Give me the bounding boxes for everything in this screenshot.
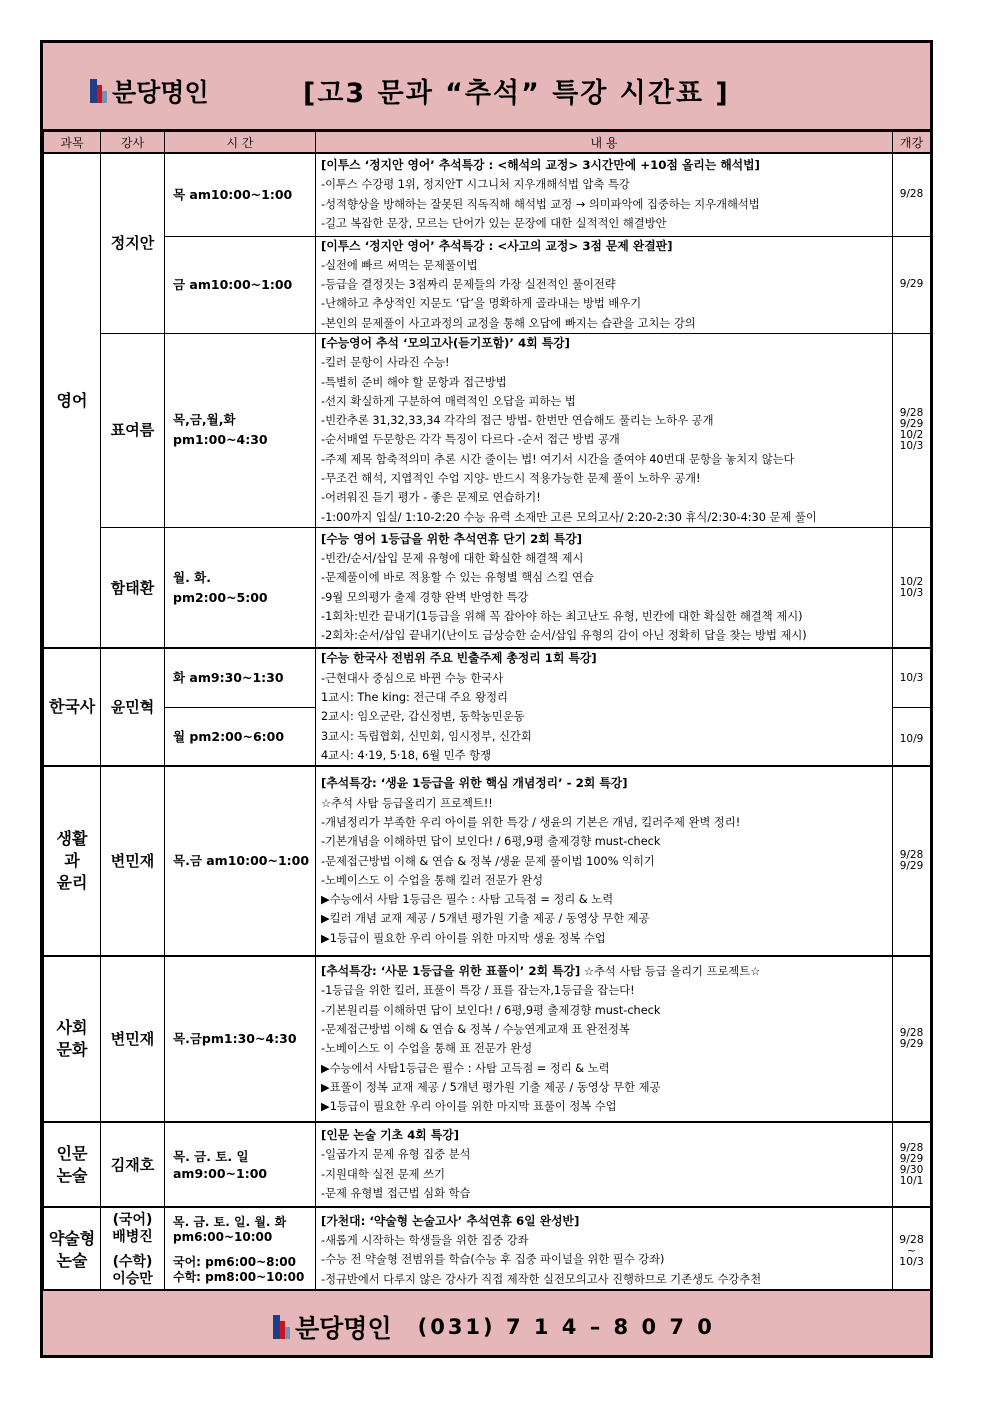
- course-line: ▶수능에서 사탐 1등급은 필수 : 사탐 고득점 = 정리 & 노력: [321, 893, 614, 907]
- course-title: [인문 논술 기초 4회 특강]: [321, 1128, 459, 1143]
- date-value: 9/28: [899, 849, 924, 862]
- time-yoon-1: 화 am9:30~1:30: [165, 648, 316, 707]
- footer-banner: [43, 1289, 930, 1355]
- date-value: 9/28: [899, 1027, 924, 1040]
- date-value: 10/3: [899, 440, 924, 453]
- date-essay: [893, 1122, 931, 1207]
- teacher-aptitude: [101, 1207, 165, 1293]
- course-title: [이투스 ‘정지안 영어’ 추석특강 : <해석의 교정> 3시간만에 +10점 올리는 해석법]: [321, 158, 760, 173]
- course-line: -빈칸추론 31,32,33,34 각각의 접근 방법- 한번만 연습해도 풀리는 노하우 공개: [321, 414, 714, 428]
- teacher-name: 이승만: [112, 1271, 153, 1288]
- date-value: 9/28: [899, 407, 924, 420]
- course-line: -문제접근방법 이해 & 연습 & 정복 / 수능연계교재 표 완전정복: [321, 1022, 630, 1036]
- course-line: -1:00까지 입실/ 1:10-2:20 수능 유력 소재만 고른 모의고사/ 2:20-2:30 휴식/2:30-4:30 문제 풀이: [321, 510, 817, 524]
- date-society: [893, 956, 931, 1122]
- teacher-jung: 정지안: [101, 153, 165, 333]
- course-line: 4교시: 4·19, 5·18, 6월 민주 항쟁: [321, 748, 492, 762]
- date-ham: [893, 527, 931, 648]
- subject-aptitude: [44, 1207, 101, 1293]
- date-jung-2: 9/29: [893, 236, 931, 333]
- content-jung-2: [316, 236, 893, 333]
- course-line: ▶킬러 개념 교재 제공 / 5개년 평가원 기출 제공 / 동영상 무한 제공: [321, 912, 650, 926]
- course-title-tail: ☆추석 사탐 등급 올리기 프로젝트☆: [580, 965, 761, 979]
- date-value: 9/29: [899, 1152, 924, 1165]
- page-title: [고3 문과 “추석” 특강 시간표 ]: [303, 78, 730, 109]
- course-line: -문제풀이에 바로 적용할 수 있는 유형별 핵심 스킬 연습: [321, 571, 594, 585]
- brand-logo-icon: [273, 1315, 291, 1339]
- course-line: -노베이스도 이 수업을 통해 킬러 전문가 완성: [321, 873, 544, 887]
- course-line: -2회차:순서/삽입 끝내기(난이도 급상승한 순서/삽입 유형의 감이 아닌 정확히 답을 찾는 방법 제시): [321, 629, 807, 643]
- col-start-date: 개강: [893, 132, 931, 154]
- time-pyo-hours: pm1:00~4:30: [173, 432, 268, 448]
- brand-name: 분당명인: [112, 78, 209, 107]
- course-line: -실전에 빠르 써먹는 문제풀이법: [321, 258, 478, 272]
- course-line: -9월 모의평가 출제 경향 완벽 반영한 특강: [321, 590, 529, 604]
- course-line: -1등급을 위한 킬러, 표풀이 특강 / 표를 잡는자,1등급을 잡는다!: [321, 984, 635, 998]
- table-header-row: [44, 132, 931, 154]
- subject-ethics: [44, 766, 101, 956]
- content-ethics: [316, 766, 893, 956]
- course-line: -난해하고 추상적인 지문도 ‘답’을 명확하게 골라내는 방법 배우기: [321, 297, 642, 311]
- course-title: [가천대: ‘약술형 논술고사’ 추석연휴 6일 완성반]: [321, 1213, 580, 1228]
- time-aptitude-korean: 국어: pm6:00~8:00: [173, 1255, 297, 1270]
- teacher-ham: 함태환: [101, 527, 165, 648]
- subject-line: 과: [64, 851, 80, 871]
- teacher-byun-society: 변민재: [101, 956, 165, 1122]
- date-value: 9/29: [899, 860, 924, 873]
- col-content: 내 용: [316, 132, 893, 154]
- teacher-subject: (수학): [112, 1254, 153, 1271]
- date-value: 9/28: [899, 1141, 924, 1154]
- subject-society: [44, 956, 101, 1122]
- course-line: -문제접근방법 이해 & 연습 & 정복 /생윤 문제 풀이법 100% 익히기: [321, 854, 655, 868]
- content-jung-1: [316, 153, 893, 236]
- time-ham-days: 월. 화.: [173, 569, 211, 585]
- course-line: -본인의 문제풀이 사고과정의 교정을 통해 오답에 빠지는 습관을 고치는 강의: [321, 316, 696, 330]
- teacher-name: 배병진: [112, 1229, 153, 1246]
- course-line: ▶표풀이 정복 교재 제공 / 5개년 평가원 기출 제공 / 동영상 무한 제공: [321, 1080, 661, 1094]
- course-line: -등급을 결정짓는 3점짜리 문제들의 가장 실전적인 풀이전략: [321, 278, 616, 292]
- course-line: -무조건 해석, 지엽적인 수업 지양- 반드시 적용가능한 문제 풀이 노하우 공개!: [321, 472, 701, 486]
- table-row: [44, 153, 931, 236]
- teacher-kim: 김재호: [101, 1122, 165, 1207]
- course-line: ▶1등급이 필요한 우리 아이를 위한 마지막 생윤 정복 수업: [321, 931, 606, 945]
- teacher-byun-ethics: 변민재: [101, 766, 165, 956]
- col-subject: 과목: [44, 132, 101, 154]
- date-value: 10/1: [899, 1174, 924, 1187]
- course-line: -순서배열 두문항은 각각 특징이 다르다 -순서 접근 방법 공개: [321, 433, 620, 447]
- table-row: [44, 1207, 931, 1293]
- time-aptitude-days: 목. 금. 토. 일. 월. 화: [173, 1215, 287, 1230]
- course-title: [이투스 ‘정지안 영어’ 추석특강 : <사고의 교정> 3점 문제 완결판]: [321, 238, 673, 253]
- course-line: -특별히 준비 해야 할 문항과 접근방법: [321, 375, 507, 389]
- course-line: -문제 유형별 접근법 심화 학습: [321, 1187, 471, 1201]
- course-line: -정규반에서 다루지 않은 강사가 직접 제작한 실전모의고사 진행하므로 기존생도 수강추천: [321, 1272, 762, 1286]
- time-pyo-days: 목,금,월,화: [173, 412, 236, 428]
- course-title: [추석특강: ‘사문 1등급을 위한 표풀이’ 2회 특강]: [321, 964, 581, 979]
- date-value: ~: [906, 1243, 917, 1257]
- time-aptitude-hours: pm6:00~10:00: [173, 1230, 273, 1245]
- table-row: [44, 333, 931, 527]
- table-row: [44, 956, 931, 1122]
- time-essay: [165, 1122, 316, 1207]
- course-line: -길고 복잡한 문장, 모르는 단어가 있는 문장에 대한 실적적인 해결방안: [321, 217, 667, 231]
- subject-essay: [44, 1122, 101, 1207]
- content-yoon: [316, 648, 893, 766]
- date-value: 10/3: [899, 1254, 924, 1268]
- course-line: -성적향상을 방해하는 잘못된 직독직해 해석법 교정 → 의미파악에 집중하는 지우개해석법: [321, 197, 760, 211]
- time-aptitude: [165, 1207, 316, 1293]
- course-line: -어려워진 듣기 평가 - 좋은 문제로 연습하기!: [321, 491, 541, 505]
- time-aptitude-math: 수학: pm8:00~10:00: [173, 1270, 305, 1285]
- subject-english: 영어: [44, 153, 101, 648]
- subject-korean-history: 한국사: [44, 648, 101, 766]
- teacher-yoon: 윤민혁: [101, 648, 165, 766]
- time-essay-days: 목. 금. 토. 일: [173, 1148, 249, 1164]
- subject-line: 생활: [56, 829, 88, 849]
- date-value: 10/2: [899, 429, 924, 442]
- course-line: -빈칸/순서/삽입 문제 유형에 대한 확실한 해결책 제시: [321, 552, 584, 566]
- footer-logo: [273, 1309, 715, 1345]
- subject-line: 윤리: [56, 873, 88, 893]
- subject-line: 문화: [56, 1040, 88, 1060]
- date-ethics: [893, 766, 931, 956]
- table-row: [44, 1122, 931, 1207]
- content-ham: [316, 527, 893, 648]
- course-line: -선지 확실하게 구분하여 매력적인 오답을 피하는 법: [321, 394, 576, 408]
- course-line: -킬러 문항이 사라진 수능!: [321, 356, 450, 370]
- table-row: [44, 527, 931, 648]
- course-title: [수능영어 추석 ‘모의고사(듣기포함)’ 4회 특강]: [321, 335, 570, 350]
- table-row: [44, 648, 931, 707]
- course-title: [추석특강: ‘생윤 1등급을 위한 핵심 개념정리’ - 2회 특강]: [321, 776, 628, 791]
- course-line: -주제 제목 함축적의미 추론 시간 줄이는 법! 여기서 시간을 줄여야 40번대 문항을 놓치지 않는다: [321, 452, 795, 466]
- time-ham: [165, 527, 316, 648]
- course-line: -지원대학 실전 문제 쓰기: [321, 1167, 445, 1181]
- course-title: [수능 한국사 전범위 주요 빈출주제 총정리 1회 특강]: [321, 651, 597, 666]
- phone-number: (031) 7 1 4 – 8 0 7 0: [417, 1315, 715, 1339]
- course-line: 3교시: 독립협회, 신민회, 임시정부, 신간회: [321, 729, 532, 743]
- content-essay: [316, 1122, 893, 1207]
- time-society: 목.금pm1:30~4:30: [165, 956, 316, 1122]
- subject-line: 약술형: [48, 1229, 96, 1249]
- course-line: -기본원리를 이해하면 답이 보인다! / 6평,9평 출제경향 must-check: [321, 1003, 661, 1017]
- course-title: [수능 영어 1등급을 위한 추석연휴 단기 2회 특강]: [321, 531, 583, 546]
- course-line: -근현대사 중심으로 바뀐 수능 한국사: [321, 671, 504, 685]
- course-line: ▶수능에서 사탐1등급은 필수 : 사탐 고득점 = 정리 & 노력: [321, 1061, 610, 1075]
- footer-brand: 분당명인: [295, 1314, 392, 1343]
- course-line: -개념정리가 부족한 우리 아이를 위한 특강 / 생윤의 기본은 개념, 킬러주제 완벽 정리!: [321, 815, 741, 829]
- time-jung-2: 금 am10:00~1:00: [165, 236, 316, 333]
- date-value: 10/3: [899, 586, 924, 599]
- time-pyo: [165, 333, 316, 527]
- time-ham-hours: pm2:00~5:00: [173, 589, 268, 605]
- schedule-table: [43, 131, 931, 1294]
- col-teacher: 강사: [101, 132, 165, 154]
- date-yoon-2: 10/9: [893, 708, 931, 766]
- brand-logo: [90, 73, 209, 109]
- table-row: [44, 766, 931, 956]
- course-title-row: [321, 962, 892, 981]
- time-essay-hours: am9:00~1:00: [173, 1165, 268, 1181]
- subject-line: 논술: [56, 1165, 88, 1185]
- course-line: -1회차:빈칸 끝내기(1등급을 위해 꼭 잡아야 하는 최고난도 유형, 빈칸에 대한 확실한 해결책 제시): [321, 610, 803, 623]
- brand-logo-icon: [90, 79, 108, 103]
- content-society: [316, 956, 893, 1122]
- table-row: [44, 236, 931, 333]
- course-line: ▶1등급이 필요한 우리 아이를 위한 마지막 표풀이 정복 수업: [321, 1100, 617, 1114]
- course-line: 2교시: 임오군란, 갑신정변, 동학농민운동: [321, 710, 525, 724]
- subject-line: 사회: [56, 1018, 88, 1038]
- date-value: 9/29: [899, 1038, 924, 1051]
- content-pyo: [316, 333, 893, 527]
- subject-line: 인문: [56, 1143, 88, 1163]
- course-line: -기본개념을 이해하면 답이 보인다! / 6평,9평 출제경향 must-check: [321, 835, 661, 849]
- date-jung-1: 9/28: [893, 153, 931, 236]
- course-line: -일곱가지 문제 유형 집중 분석: [321, 1148, 471, 1162]
- time-yoon-2: 월 pm2:00~6:00: [165, 708, 316, 766]
- date-value: 9/28: [899, 1232, 924, 1246]
- schedule-frame: [40, 40, 933, 1358]
- date-value: 9/30: [899, 1163, 924, 1176]
- course-line: ☆추석 사탐 등급올리기 프로젝트!!: [321, 796, 493, 810]
- date-value: 9/29: [899, 418, 924, 431]
- course-line: -노베이스도 이 수업을 통해 표 전문가 완성: [321, 1042, 533, 1056]
- course-line: -새롭게 시작하는 학생들을 위한 집중 강좌: [321, 1234, 529, 1248]
- date-pyo: [893, 333, 931, 527]
- content-aptitude: [316, 1207, 893, 1293]
- col-time: 시 간: [165, 132, 316, 154]
- date-aptitude: [893, 1207, 931, 1293]
- teacher-subject: (국어): [112, 1212, 153, 1229]
- course-line: -이투스 수강평 1위, 정지안T 시그니처 지우개해석법 압축 특강: [321, 178, 630, 192]
- date-yoon-1: 10/3: [893, 648, 931, 707]
- course-line: 1교시: The king: 전근대 주요 왕정리: [321, 691, 508, 705]
- time-ethics: 목.금 am10:00~1:00: [165, 766, 316, 956]
- time-jung-1: 목 am10:00~1:00: [165, 153, 316, 236]
- header-banner: [43, 43, 930, 131]
- teacher-pyo: 표여름: [101, 333, 165, 527]
- course-line: -수능 전 약술형 전범위를 학습(수능 후 집중 파이널을 위한 필수 강좌): [321, 1253, 665, 1267]
- date-value: 10/2: [899, 575, 924, 588]
- subject-line: 논술: [56, 1251, 88, 1271]
